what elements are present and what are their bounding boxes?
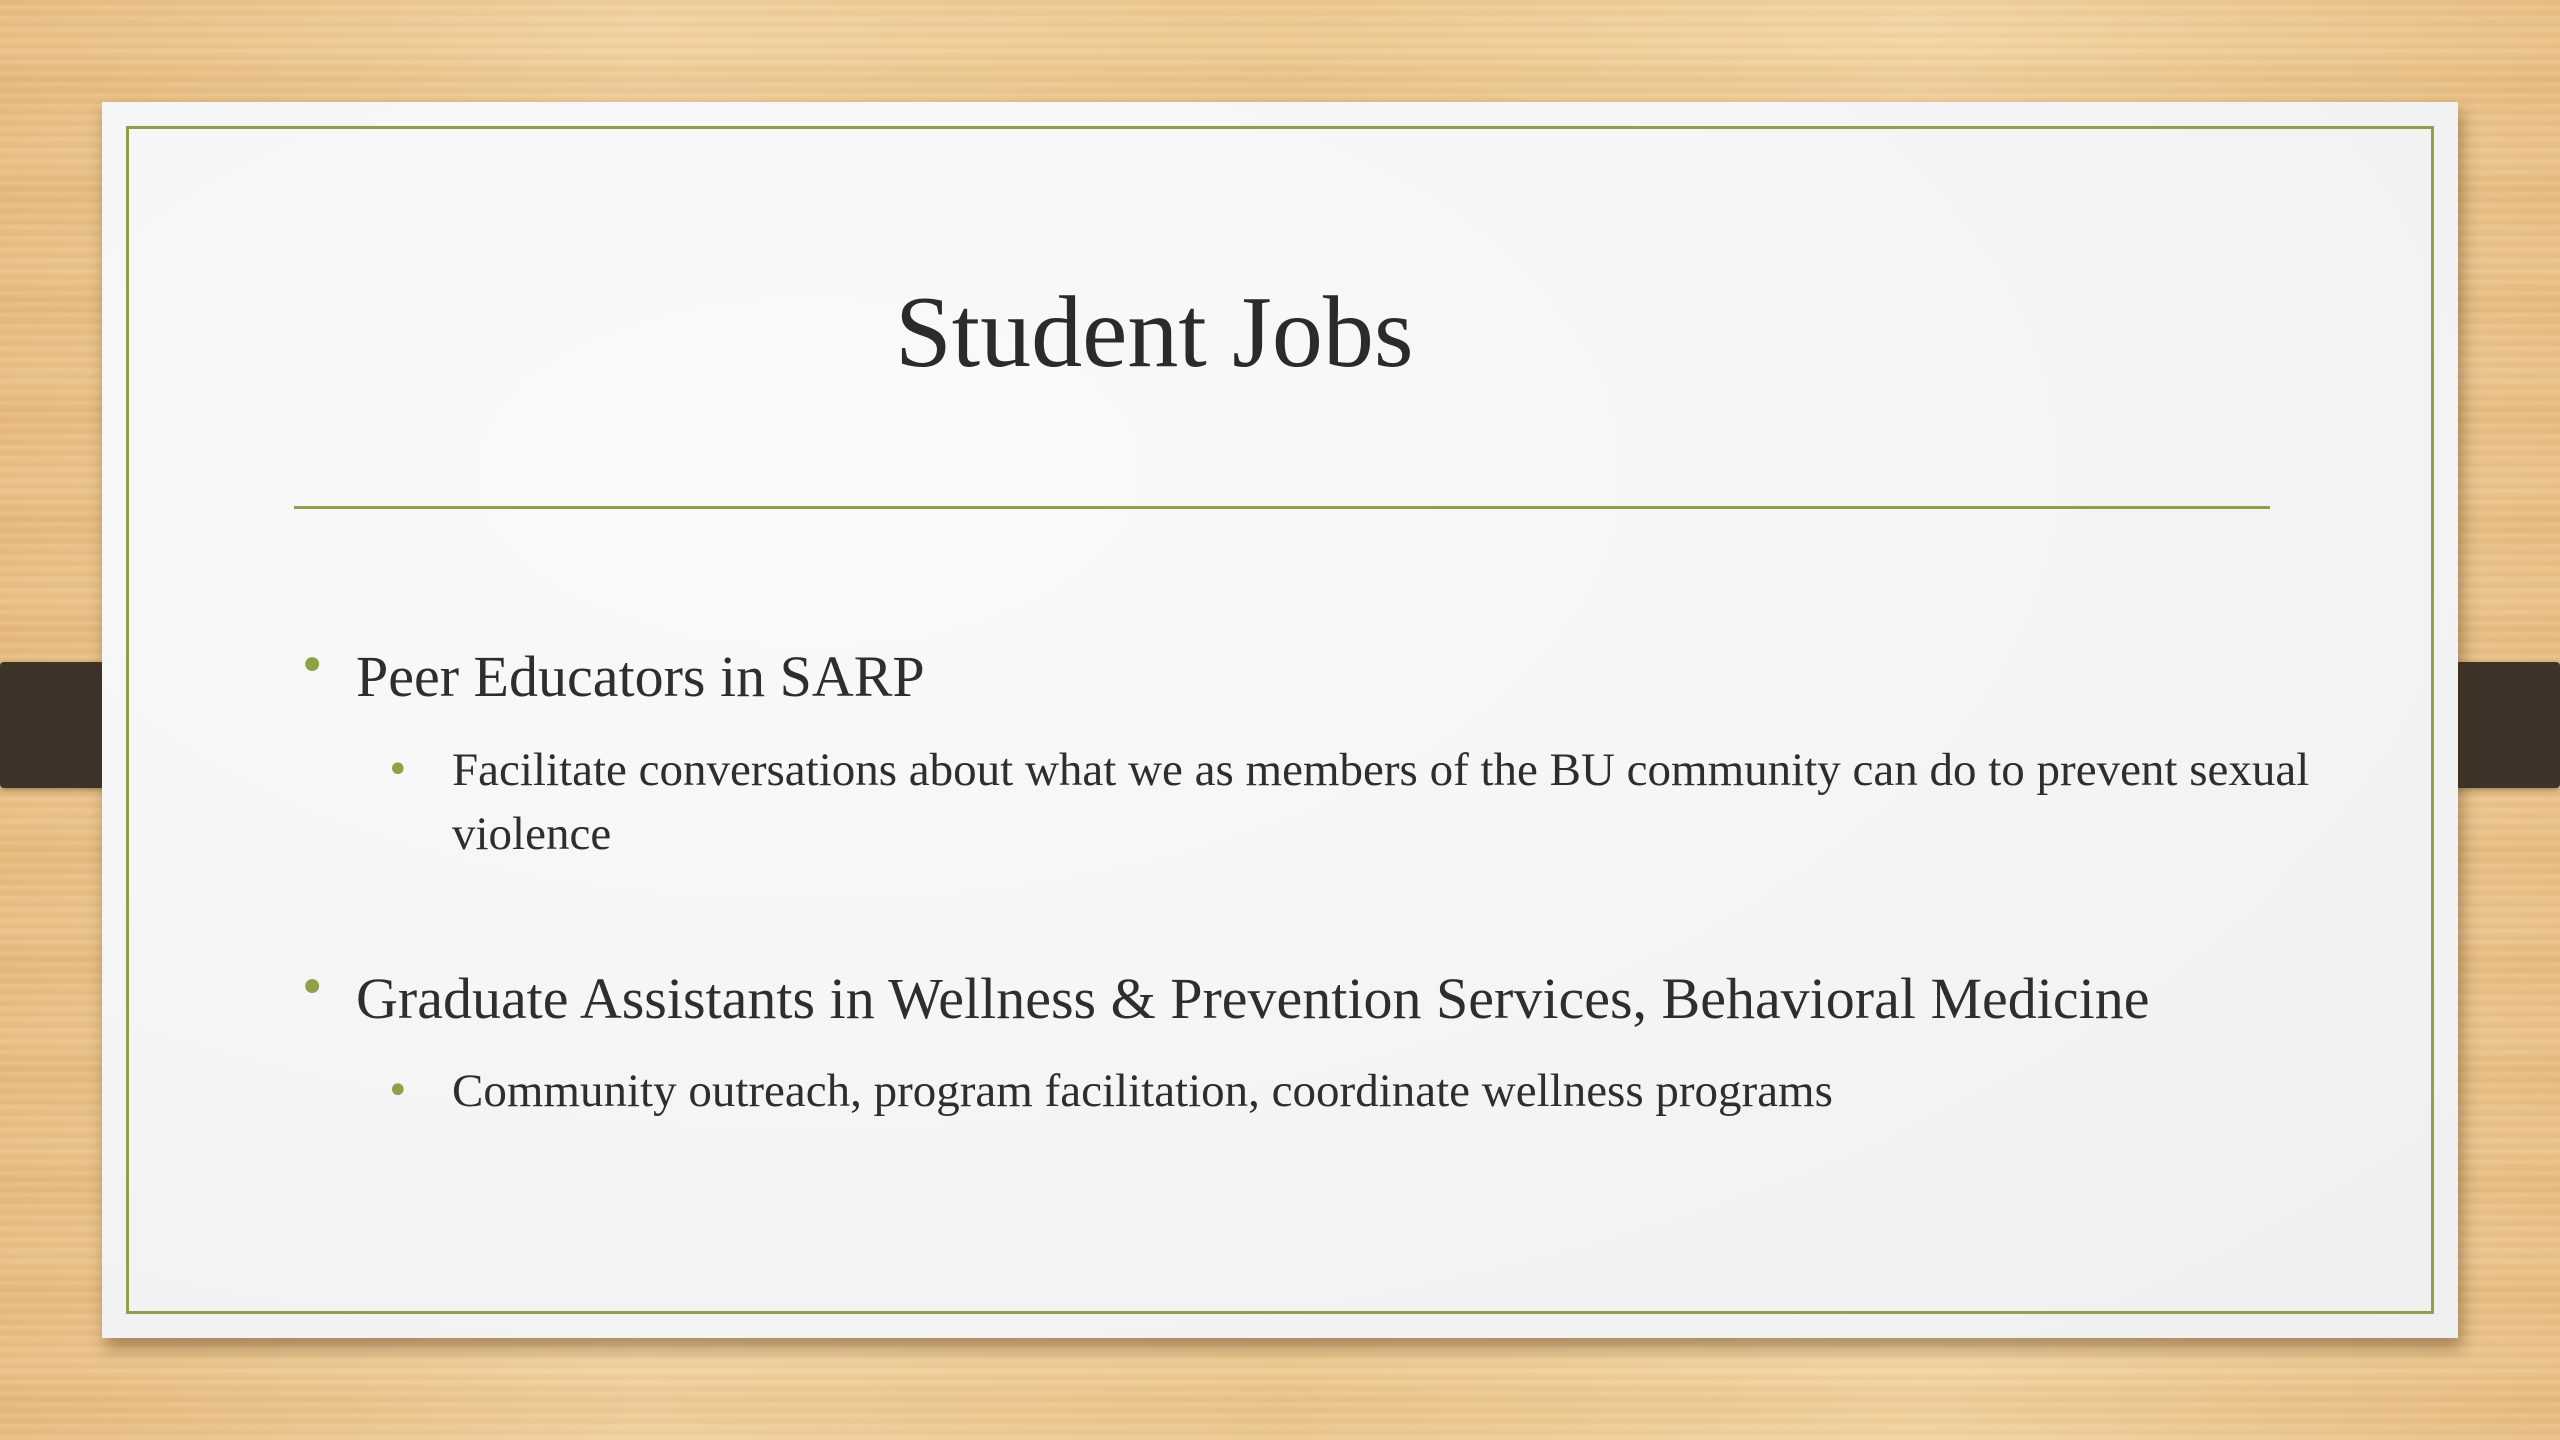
- bullet-icon: •: [386, 1068, 410, 1115]
- bullet-text: Graduate Assistants in Wellness & Prevention Services, Behavioral Medicine: [356, 965, 2150, 1031]
- bullet-icon: •: [298, 638, 327, 694]
- bullet-list: [294, 638, 2354, 1123]
- bullet-icon: •: [386, 746, 410, 793]
- sub-bullet-item: [294, 1059, 2372, 1123]
- bullet-item: [294, 959, 2354, 1034]
- bullet-item: [294, 638, 2354, 712]
- title-divider: [294, 506, 2270, 509]
- bullet-icon: •: [298, 959, 327, 1016]
- sub-bullet-item: [294, 738, 2372, 866]
- bullet-text: Peer Educators in SARP: [356, 644, 925, 709]
- slide: [102, 102, 2458, 1338]
- sub-bullet-text: Community outreach, program facilitation, coordinate wellness programs: [452, 1065, 1833, 1118]
- sub-bullet-text: Facilitate conversations about what we as members of the BU community can do to prevent sexual violence: [452, 743, 2310, 860]
- slide-title: Student Jobs: [895, 276, 1414, 389]
